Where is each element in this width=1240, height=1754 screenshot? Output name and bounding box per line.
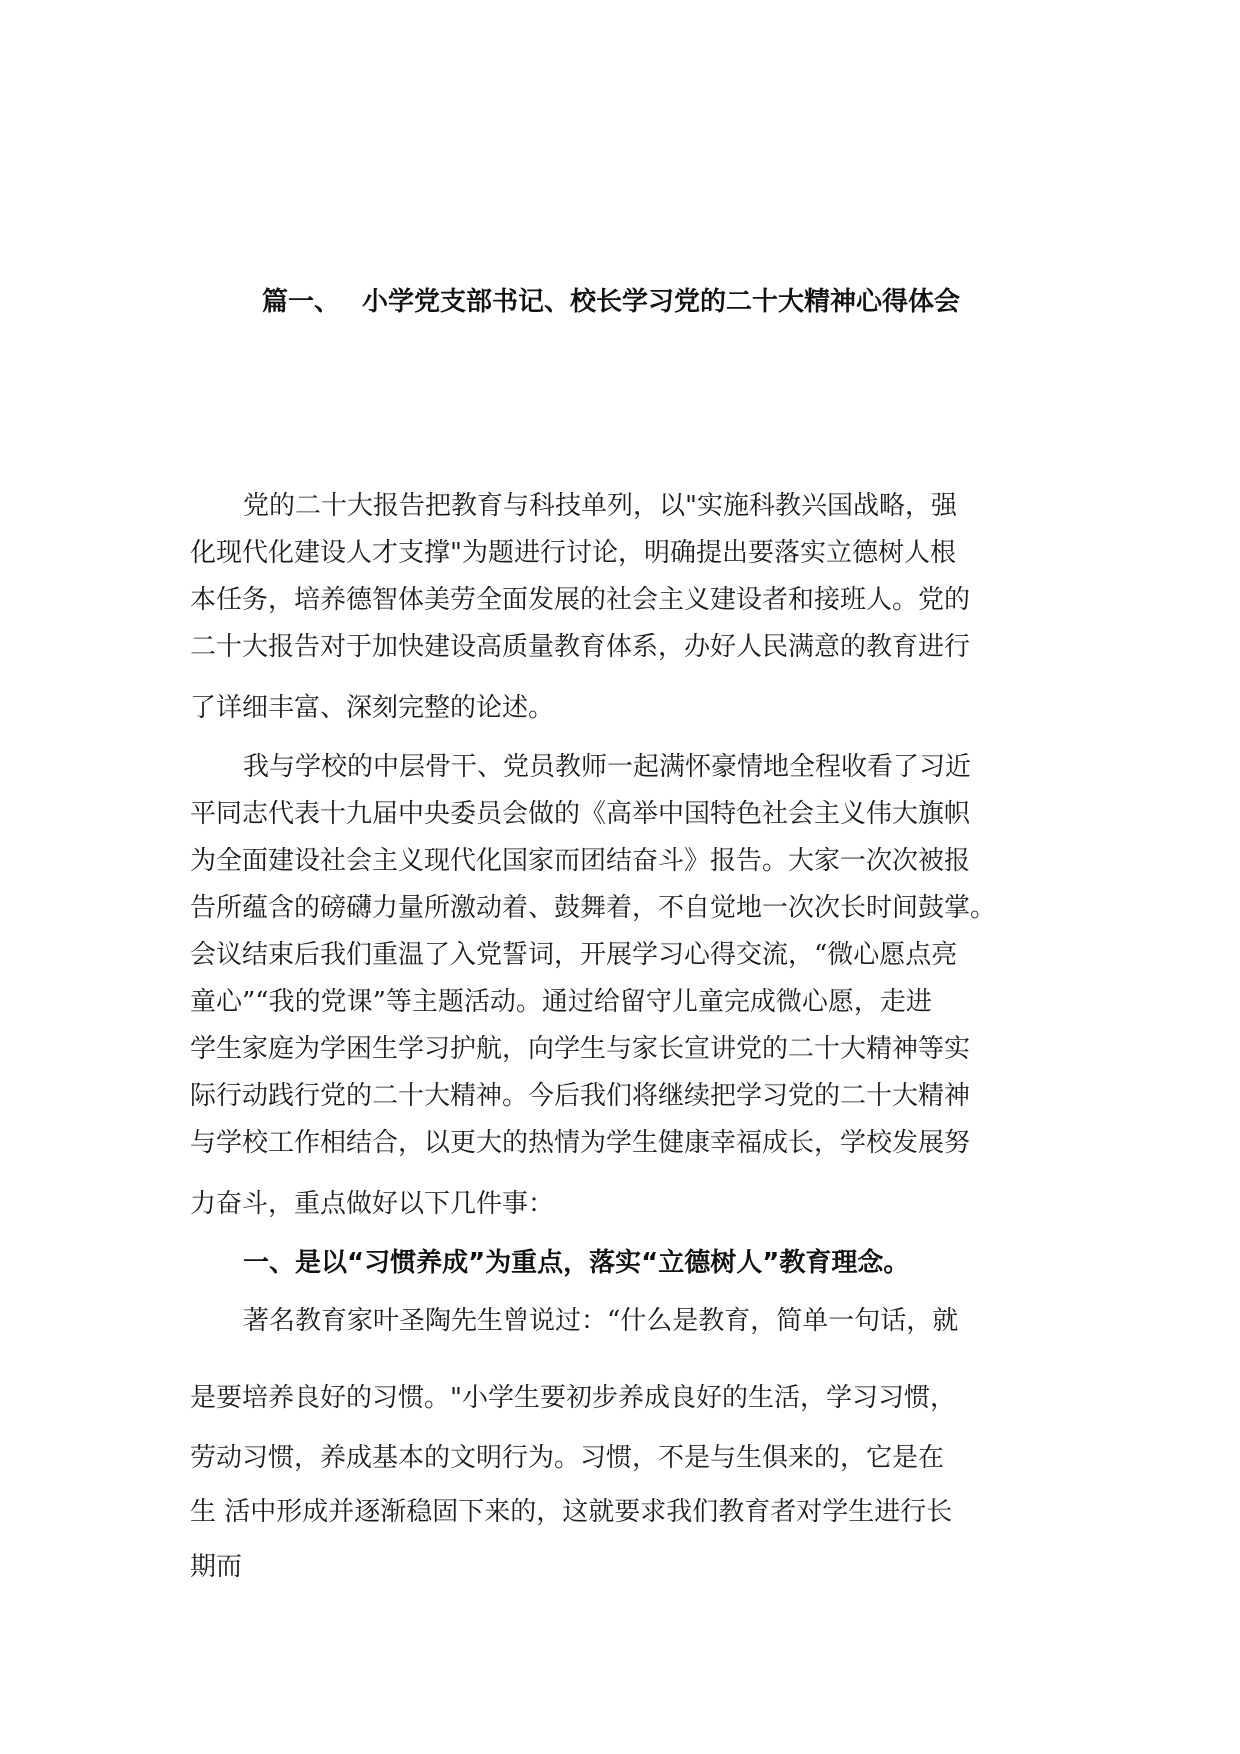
paragraph-line: 童心”“我的党课”等主题活动。通过给留守儿童完成微心愿，走进: [190, 987, 932, 1017]
paragraph-line: 二十大报告对于加快建设高质量教育体系，办好人民满意的教育进行: [190, 632, 971, 662]
paragraph-line: 本任务，培养德智体美劳全面发展的社会主义建设者和接班人。党的: [190, 585, 971, 615]
paragraph-line: 我与学校的中层骨干、党员教师一起满怀豪情地全程收看了习近: [243, 752, 972, 782]
document-title: [262, 282, 960, 322]
paragraph-line: 会议结束后我们重温了入党誓词，开展学习心得交流，“微心愿点亮: [190, 940, 958, 970]
paragraph-line: 化现代化建设人才支撑"为题进行讨论，明确提出要落实立德树人根: [190, 538, 956, 568]
paragraph-line: 期而: [190, 1552, 243, 1582]
paragraph-line: 告所蕴含的磅礴力量所激动着、鼓舞着，不自觉地一次次长时间鼓掌。: [190, 893, 997, 923]
paragraph-line: 了详细丰富、深刻完整的论述。: [190, 693, 555, 723]
title-main: 小学党支部书记、校长学习党的二十大精神心得体会: [362, 287, 961, 317]
paragraph-line: 平同志代表十九届中央委员会做的《高举中国特色社会主义伟大旗帜: [190, 799, 971, 829]
paragraph-line: 是要培养良好的习惯。"小学生要初步养成良好的生活，学习习惯，: [190, 1383, 956, 1413]
paragraph-line: 党的二十大报告把教育与科技单列，以"实施科教兴国战略，强: [243, 491, 957, 521]
title-prefix: 篇一、: [262, 287, 341, 317]
section-heading: 一、是以“习惯养成”为重点，落实“立德树人”教育理念。: [243, 1248, 910, 1278]
paragraph-line: 劳动习惯，养成基本的文明行为。习惯，不是与生俱来的，它是在: [190, 1443, 945, 1473]
paragraph-line: 为全面建设社会主义现代化国家而团结奋斗》报告。大家一次次被报: [190, 846, 971, 876]
paragraph-line: 生 活中形成并逐渐稳固下来的，这就要求我们教育者对学生进行长: [190, 1497, 953, 1527]
paragraph-line: 学生家庭为学困生学习护航，向学生与家长宣讲党的二十大精神等实: [190, 1034, 971, 1064]
paragraph-line: 力奋斗，重点做好以下几件事：: [190, 1189, 555, 1219]
paragraph-line: 与学校工作相结合，以更大的热情为学生健康幸福成长，学校发展努: [190, 1128, 971, 1158]
paragraph-line: 著名教育家叶圣陶先生曾说过：“什么是教育，简单一句话，就: [243, 1306, 959, 1336]
paragraph-line: 际行动践行党的二十大精神。今后我们将继续把学习党的二十大精神: [190, 1081, 971, 1111]
